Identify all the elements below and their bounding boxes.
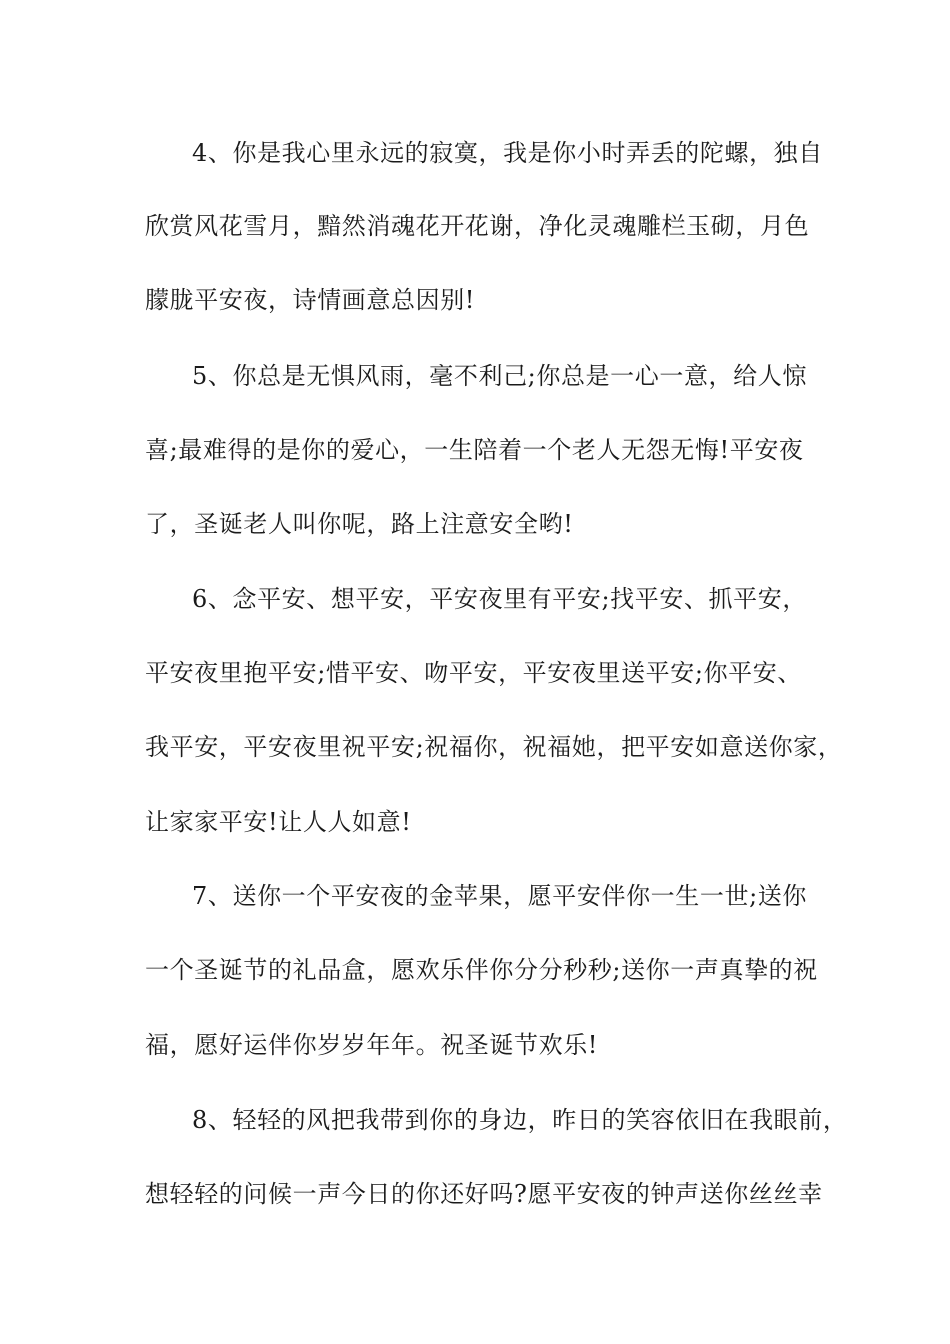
paragraph-6-line-4: 让家家平安!让人人如意! [145, 808, 412, 836]
paragraph-6-line-2: 平安夜里抱平安;惜平安、吻平安，平安夜里送平安;你平安、 [145, 659, 802, 687]
paragraph-5-line-2: 喜;最难得的是你的爱心，一生陪着一个老人无怨无悔!平安夜 [145, 436, 804, 464]
paragraph-6-line-1: 6、念平安、想平安，平安夜里有平安;找平安、抓平安， [192, 585, 807, 613]
paragraph-7-line-3: 福，愿好运伴你岁岁年年。祝圣诞节欢乐! [145, 1031, 599, 1059]
paragraph-7-line-2: 一个圣诞节的礼品盒，愿欢乐伴你分分秒秒;送你一声真挚的祝 [145, 956, 818, 984]
paragraph-4-line-3: 朦胧平安夜，诗情画意总因别! [145, 286, 476, 314]
paragraph-4-line-1: 4、你是我心里永远的寂寞，我是你小时弄丢的陀螺，独自 [192, 139, 823, 167]
paragraph-8-line-1: 8、轻轻的风把我带到你的身边，昨日的笑容依旧在我眼前， [192, 1106, 848, 1134]
paragraph-5-line-3: 了，圣诞老人叫你呢，路上注意安全哟! [145, 510, 574, 538]
paragraph-7-line-1: 7、送你一个平安夜的金苹果，愿平安伴你一生一世;送你 [192, 882, 807, 910]
paragraph-4-line-2: 欣赏风花雪月，黯然消魂花开花谢，净化灵魂雕栏玉砌，月色 [145, 212, 810, 240]
paragraph-8-line-2: 想轻轻的问候一声今日的你还好吗?愿平安夜的钟声送你丝丝幸 [145, 1180, 823, 1208]
paragraph-6-line-3: 我平安，平安夜里祝平安;祝福你，祝福她，把平安如意送你家， [145, 733, 843, 761]
paragraph-5-line-1: 5、你总是无惧风雨，毫不利己;你总是一心一意，给人惊 [192, 362, 807, 390]
